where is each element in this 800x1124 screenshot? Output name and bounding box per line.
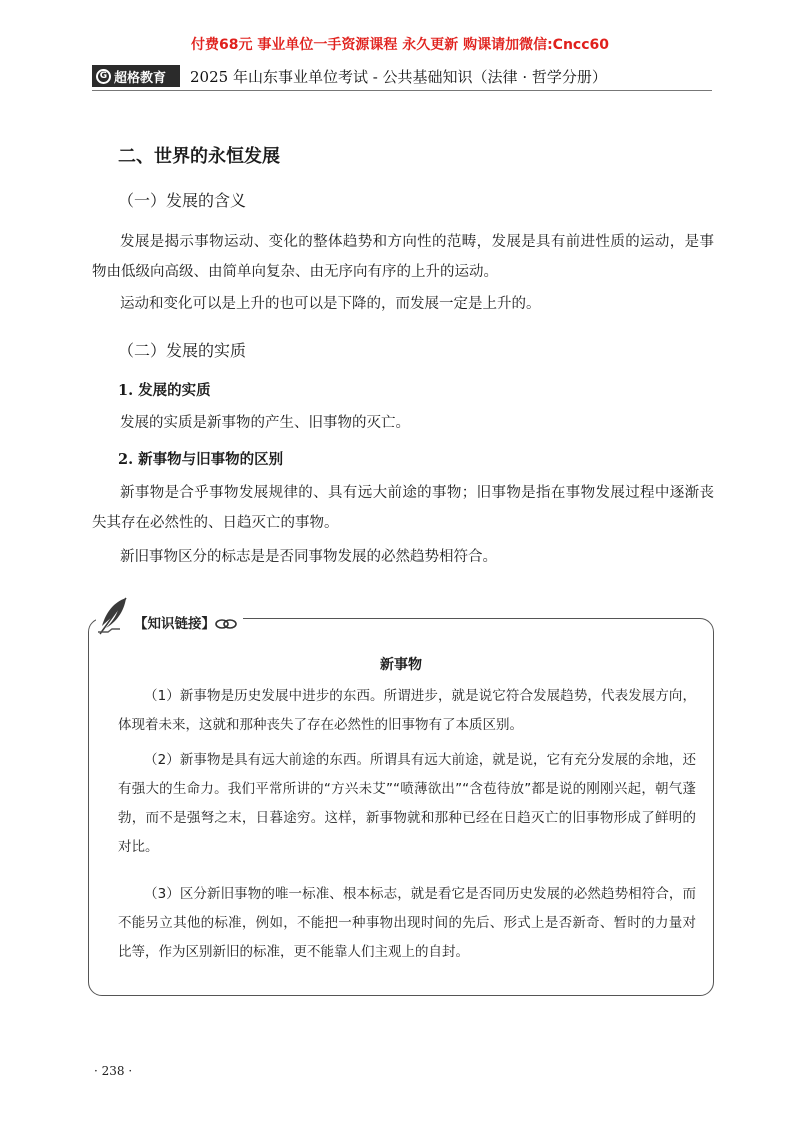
page-number: · 238 · [94, 1064, 133, 1078]
paragraph: 运动和变化可以是上升的也可以是下降的，而发展一定是上升的。 [120, 296, 541, 312]
quill-pen-icon [96, 596, 130, 636]
paragraph: 发展的实质是新事物的产生、旧事物的灭亡。 [120, 415, 410, 431]
knowledge-paragraph: （2）新事物是具有远大前途的东西。所谓具有远大前途，就是说，它有充分发展的余地，还有强大的生命力。我们平常所讲的“方兴未艾”“喷薄欲出”“含苞待放”都是说的刚刚兴起，朝气蓬勃，而不是强弩之末，日暮途穷。这样，新事物就和那种已经在日趋灭亡的旧事物形成了鲜明的对比。 [118, 752, 696, 855]
brand-logo [92, 65, 180, 87]
book-title: 2025 年山东事业单位考试 - 公共基础知识（法律 · 哲学分册） [190, 67, 607, 86]
page-header [92, 64, 712, 88]
logo-text: 超格教育 [114, 70, 167, 86]
paragraph: 新事物是合乎事物发展规律的、具有远大前途的事物；旧事物是指在事物发展过程中逐渐丧失其存在必然性的、日趋灭亡的事物。 [92, 485, 714, 531]
paragraph: 新旧事物区分的标志是是否同事物发展的必然趋势相符合。 [120, 549, 497, 565]
paragraph: 发展是揭示事物运动、变化的整体趋势和方向性的范畴，发展是具有前进性质的运动，是事物由低级向高级、由简单向复杂、由无序向有序的上升的运动。 [92, 234, 714, 280]
knowledge-paragraph: （1）新事物是历史发展中进步的东西。所谓进步，就是说它符合发展趋势，代表发展方向，体现着未来，这就和那种丧失了存在必然性的旧事物有了本质区别。 [118, 688, 696, 733]
point-heading-1: 1. 发展的实质 [118, 382, 211, 399]
knowledge-link-title: 新事物 [380, 657, 422, 673]
subsection-heading-1: （一）发展的含义 [118, 191, 247, 210]
chain-link-icon [215, 616, 237, 632]
knowledge-link-tab [96, 596, 243, 636]
knowledge-link-label: 【知识链接】 [134, 616, 215, 632]
point-heading-2: 2. 新事物与旧事物的区别 [118, 451, 284, 468]
knowledge-paragraph: （3）区分新旧事物的唯一标准、根本标志，就是看它是否同历史发展的必然趋势相符合，而不能另立其他的标准，例如，不能把一种事物出现时间的先后、形式上是否新奇、暂时的力量对比等，作为区别新旧的标准，更不能靠人们主观上的自封。 [118, 886, 696, 960]
g-logo-icon: G [96, 69, 111, 84]
promo-banner: 付费68元 事业单位一手资源课程 永久更新 购课请加微信:Cncc60 [190, 37, 610, 53]
header-divider [92, 90, 712, 91]
subsection-heading-2: （二）发展的实质 [118, 341, 247, 360]
section-heading: 二、世界的永恒发展 [118, 146, 280, 167]
